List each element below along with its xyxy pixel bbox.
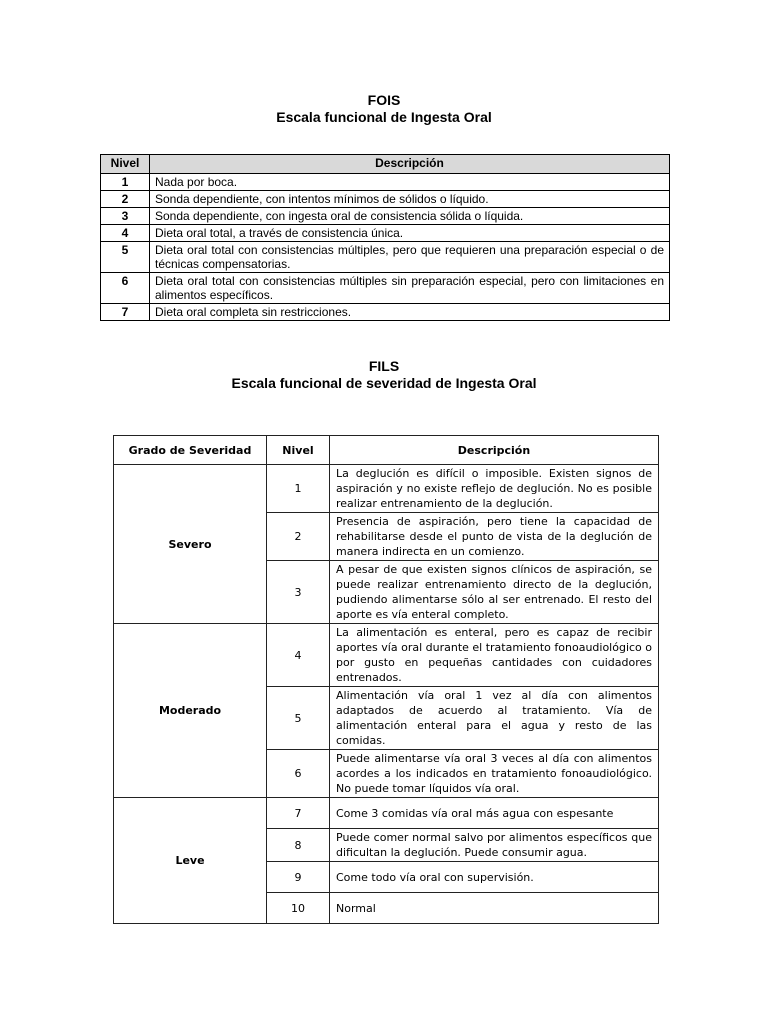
nivel-cell: 6 xyxy=(101,273,150,304)
nivel-cell: 3 xyxy=(101,208,150,225)
table-row xyxy=(101,191,670,208)
descripcion-cell: Normal xyxy=(330,893,659,924)
descripcion-cell: Dieta oral total con consistencias múltiples sin preparación especial, pero con limitaciones en alimentos específicos. xyxy=(150,273,670,304)
descripcion-cell: Dieta oral completa sin restricciones. xyxy=(150,304,670,321)
nivel-cell: 10 xyxy=(267,893,330,924)
nivel-cell: 7 xyxy=(101,304,150,321)
descripcion-cell: Come 3 comidas vía oral más agua con espesante xyxy=(330,798,659,829)
table-row xyxy=(101,225,670,242)
fois-table xyxy=(100,154,670,321)
descripcion-cell: La alimentación es enteral, pero es capaz de recibir aportes vía oral durante el tratamiento fonoaudiológico o por gusto en pequeñas cantidades con cuidadores entrenados. xyxy=(330,624,659,687)
table-row xyxy=(114,798,659,829)
fois-header-row xyxy=(101,155,670,174)
nivel-cell: 4 xyxy=(101,225,150,242)
fils-header-row xyxy=(114,436,659,465)
fils-header-descripcion: Descripción xyxy=(330,436,659,465)
nivel-cell: 4 xyxy=(267,624,330,687)
descripcion-cell: Puede comer normal salvo por alimentos específicos que dificultan la deglución. Puede consumir agua. xyxy=(330,829,659,862)
fils-header-nivel: Nivel xyxy=(267,436,330,465)
fois-header-descripcion: Descripción xyxy=(150,155,670,174)
nivel-cell: 1 xyxy=(267,465,330,513)
descripcion-cell: La deglución es difícil o imposible. Existen signos de aspiración y no existe reflejo de deglución. No es posible realizar entrenamiento de la deglución. xyxy=(330,465,659,513)
table-row xyxy=(101,273,670,304)
grado-leve-cell: Leve xyxy=(114,798,267,924)
descripcion-cell: Nada por boca. xyxy=(150,174,670,191)
nivel-cell: 7 xyxy=(267,798,330,829)
table-row xyxy=(101,208,670,225)
fois-title: FOIS xyxy=(367,92,401,108)
grado-severo-cell: Severo xyxy=(114,465,267,624)
descripcion-cell: A pesar de que existen signos clínicos de aspiración, se puede realizar entrenamiento directo de la deglución, pudiendo alimentarse sólo al ser entrenado. El resto del aporte es vía enteral completo. xyxy=(330,561,659,624)
nivel-cell: 5 xyxy=(267,687,330,750)
table-row xyxy=(114,465,659,513)
table-row xyxy=(101,242,670,273)
fois-title-block xyxy=(0,92,768,126)
nivel-cell: 5 xyxy=(101,242,150,273)
nivel-cell: 3 xyxy=(267,561,330,624)
fils-table xyxy=(113,435,659,924)
descripcion-cell: Sonda dependiente, con intentos mínimos de sólidos o líquido. xyxy=(150,191,670,208)
table-row xyxy=(101,304,670,321)
nivel-cell: 9 xyxy=(267,862,330,893)
fois-subtitle: Escala funcional de Ingesta Oral xyxy=(276,109,492,125)
descripcion-cell: Alimentación vía oral 1 vez al día con alimentos adaptados de acuerdo al tratamiento. Vía de alimentación enteral para el agua y resto de las comidas. xyxy=(330,687,659,750)
nivel-cell: 6 xyxy=(267,750,330,798)
fils-header-grado: Grado de Severidad xyxy=(114,436,267,465)
nivel-cell: 2 xyxy=(267,513,330,561)
descripcion-cell: Sonda dependiente, con ingesta oral de consistencia sólida o líquida. xyxy=(150,208,670,225)
descripcion-cell: Come todo vía oral con supervisión. xyxy=(330,862,659,893)
fils-subtitle: Escala funcional de severidad de Ingesta Oral xyxy=(231,375,537,391)
table-row xyxy=(101,174,670,191)
nivel-cell: 8 xyxy=(267,829,330,862)
table-row xyxy=(114,624,659,687)
fils-title-block xyxy=(0,358,768,392)
fils-title: FILS xyxy=(368,358,400,374)
fois-header-nivel: Nivel xyxy=(101,155,150,174)
descripcion-cell: Dieta oral total con consistencias múltiples, pero que requieren una preparación especial o de técnicas compensatorias. xyxy=(150,242,670,273)
nivel-cell: 1 xyxy=(101,174,150,191)
descripcion-cell: Dieta oral total, a través de consistencia única. xyxy=(150,225,670,242)
grado-moderado-cell: Moderado xyxy=(114,624,267,798)
nivel-cell: 2 xyxy=(101,191,150,208)
descripcion-cell: Presencia de aspiración, pero tiene la capacidad de rehabilitarse desde el punto de vista de la deglución de manera indirecta en un comienzo. xyxy=(330,513,659,561)
descripcion-cell: Puede alimentarse vía oral 3 veces al día con alimentos acordes a los indicados en tratamiento fonoaudiológico. No puede tomar líquidos vía oral. xyxy=(330,750,659,798)
